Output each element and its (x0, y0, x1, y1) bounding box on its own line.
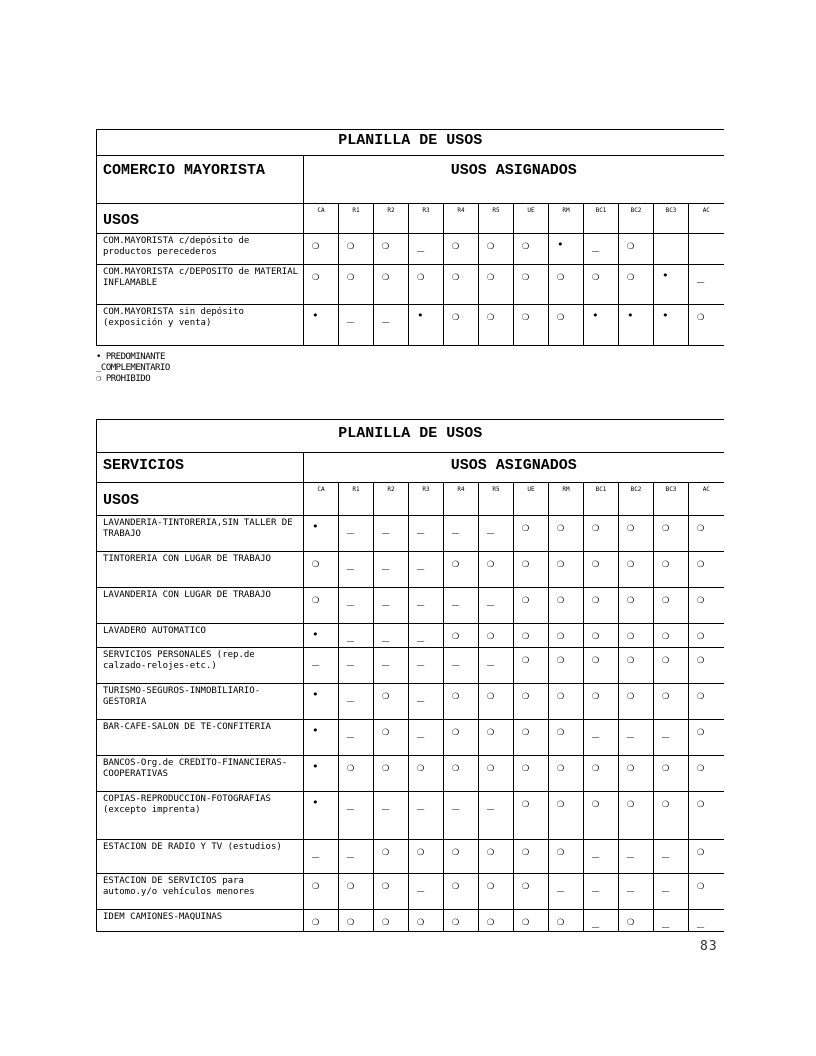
prohibited-circle-icon: ❍ (444, 910, 479, 932)
prohibited-circle-icon: ❍ (444, 265, 479, 305)
prohibited-circle-icon: ❍ (619, 910, 654, 932)
prohibited-circle-icon: ❍ (584, 648, 619, 684)
prohibited-circle-icon: ❍ (584, 265, 619, 305)
column-code-BC1: BC1 (584, 204, 619, 234)
column-code-R1: R1 (339, 204, 374, 234)
predominant-dot-icon: • (654, 305, 689, 346)
prohibited-circle-icon: ❍ (444, 234, 479, 265)
prohibited-circle-icon: ❍ (514, 234, 549, 265)
prohibited-circle-icon: ❍ (689, 684, 724, 720)
use-label: COPIAS-REPRODUCCION-FOTOGRAFIAS (excepto imprenta) (97, 792, 304, 840)
complementary-dash-icon: _ (654, 874, 689, 910)
prohibited-circle-icon: ❍ (584, 588, 619, 624)
prohibited-circle-icon: ❍ (584, 792, 619, 840)
complementary-dash-icon: _ (584, 874, 619, 910)
prohibited-circle-icon: ❍ (689, 648, 724, 684)
complementary-dash-icon: _ (304, 840, 339, 874)
legend-item-complementario (96, 363, 170, 374)
prohibited-circle-icon: ❍ (654, 624, 689, 648)
prohibited-circle-icon: ❍ (444, 840, 479, 874)
column-code-R2: R2 (374, 483, 409, 516)
prohibited-circle-icon: ❍ (689, 840, 724, 874)
prohibited-circle-icon: ❍ (584, 552, 619, 588)
prohibited-circle-icon: ❍ (479, 720, 514, 756)
column-code-BC1: BC1 (584, 483, 619, 516)
complementary-dash-icon: _ (444, 588, 479, 624)
complementary-dash-icon: _ (479, 588, 514, 624)
prohibited-circle-icon: ❍ (374, 840, 409, 874)
prohibited-circle-icon: ❍ (514, 792, 549, 840)
prohibited-circle-icon: ❍ (479, 840, 514, 874)
table-row (97, 552, 724, 588)
complementary-dash-icon: _ (689, 910, 724, 932)
prohibited-circle-icon: ❍ (619, 792, 654, 840)
prohibited-circle-icon: ❍ (304, 874, 339, 910)
prohibited-circle-icon: ❍ (479, 756, 514, 792)
use-label: COM.MAYORISTA c/DEPOSITO de MATERIAL INFLAMABLE (97, 265, 304, 305)
use-label: TURISMO-SEGUROS-INMOBILIARIO-GESTORIA (97, 684, 304, 720)
column-code-R4: R4 (444, 483, 479, 516)
column-code-R3: R3 (409, 204, 444, 234)
complementary-dash-icon: _ (339, 720, 374, 756)
complementary-dash-icon: _ (479, 516, 514, 552)
prohibited-circle-icon: ❍ (619, 516, 654, 552)
prohibited-circle-icon: ❍ (514, 305, 549, 346)
prohibited-circle-icon: ❍ (374, 684, 409, 720)
complementary-dash-icon: _ (409, 234, 444, 265)
prohibited-circle-icon: ❍ (689, 552, 724, 588)
prohibited-circle-icon: ❍ (339, 756, 374, 792)
prohibited-circle-icon: ❍ (479, 624, 514, 648)
complementary-dash-icon: _ (339, 792, 374, 840)
complementary-dash-icon: _ (374, 552, 409, 588)
complementary-dash-icon: _ (584, 234, 619, 265)
prohibited-circle-icon: ❍ (654, 792, 689, 840)
complementary-dash-icon: _ (444, 648, 479, 684)
table-row (97, 624, 724, 648)
use-label: ESTACION DE RADIO Y TV (estudios) (97, 840, 304, 874)
prohibited-circle-icon: ❍ (549, 720, 584, 756)
legend-item-predominante (96, 352, 170, 363)
legend-label: PROHIBIDO (105, 374, 151, 384)
prohibited-circle-icon: ❍ (444, 756, 479, 792)
table-row (97, 910, 724, 932)
complementary-dash-icon: _ (479, 648, 514, 684)
column-code-CA: CA (304, 204, 339, 234)
predominant-dot-icon: • (409, 305, 444, 346)
prohibited-circle-icon: ❍ (339, 874, 374, 910)
column-code-R4: R4 (444, 204, 479, 234)
prohibited-circle-icon: ❍ (654, 648, 689, 684)
use-label: TINTORERIA CON LUGAR DE TRABAJO (97, 552, 304, 588)
prohibited-circle-icon: ❍ (444, 720, 479, 756)
prohibited-circle-icon: ❍ (374, 874, 409, 910)
empty-cell (689, 234, 724, 265)
prohibited-circle-icon: ❍ (514, 720, 549, 756)
legend-item-prohibido (96, 374, 170, 385)
complementary-dash-icon: _ (339, 648, 374, 684)
complementary-dash-icon: _ (374, 305, 409, 346)
prohibited-circle-icon: ❍ (374, 910, 409, 932)
table-row (97, 874, 724, 910)
prohibited-circle-icon: ❍ (479, 234, 514, 265)
complementary-dash-icon: _ (339, 305, 374, 346)
prohibited-circle-icon: ❍ (689, 305, 724, 346)
complementary-dash-icon: _ (339, 588, 374, 624)
category-heading: SERVICIOS (97, 453, 304, 483)
complementary-dash-icon: _ (339, 552, 374, 588)
use-label: LAVANDERIA-TINTORERIA,SIN TALLER DE TRABAJO (97, 516, 304, 552)
complementary-dash-icon: _ (444, 516, 479, 552)
column-code-BC2: BC2 (619, 204, 654, 234)
table-row (97, 234, 724, 265)
prohibited-circle-icon: ❍ (549, 552, 584, 588)
complementary-dash-icon: _ (619, 720, 654, 756)
table-row (97, 756, 724, 792)
column-code-AC: AC (689, 204, 724, 234)
use-label: COM.MAYORISTA c/depósito de productos perecederos (97, 234, 304, 265)
empty-cell (654, 234, 689, 265)
predominant-dot-icon: • (549, 234, 584, 265)
prohibited-circle-icon: ❍ (304, 265, 339, 305)
column-code-BC2: BC2 (619, 483, 654, 516)
prohibited-circle-icon: ❍ (339, 265, 374, 305)
prohibited-circle-icon: ❍ (619, 265, 654, 305)
prohibited-circle-icon: ❍ (549, 516, 584, 552)
predominant-dot-icon: • (304, 684, 339, 720)
prohibited-circle-icon: ❍ (549, 624, 584, 648)
prohibited-circle-icon: ❍ (654, 588, 689, 624)
prohibited-circle-icon: ❍ (549, 840, 584, 874)
prohibited-circle-icon: ❍ (584, 624, 619, 648)
prohibited-circle-icon: ❍ (479, 265, 514, 305)
column-code-RM: RM (549, 483, 584, 516)
prohibited-circle-icon: ❍ (549, 265, 584, 305)
usos-asignados-heading: USOS ASIGNADOS (304, 453, 724, 483)
prohibited-circle-icon: ❍ (654, 684, 689, 720)
prohibited-circle-icon: ❍ (654, 756, 689, 792)
table-title: PLANILLA DE USOS (97, 130, 724, 156)
prohibited-circle-icon: ❍ (444, 874, 479, 910)
usos-heading: USOS (97, 483, 304, 516)
complementary-dash-icon: _ (409, 648, 444, 684)
prohibited-circle-icon: ❍ (619, 624, 654, 648)
prohibited-circle-icon: ❍ (619, 552, 654, 588)
column-code-UE: UE (514, 483, 549, 516)
predominant-dot-icon: • (304, 792, 339, 840)
column-code-RM: RM (549, 204, 584, 234)
complementary-dash-icon: _ (374, 516, 409, 552)
complementary-dash-icon: _ (619, 840, 654, 874)
column-code-CA: CA (304, 483, 339, 516)
prohibited-circle-icon: ❍ (619, 234, 654, 265)
prohibited-circle-icon: ❍ (479, 305, 514, 346)
complementary-dash-icon: _ (409, 552, 444, 588)
prohibited-circle-icon: ❍ (654, 552, 689, 588)
prohibited-circle-icon: ❍ (514, 516, 549, 552)
prohibited-circle-icon: ❍ (619, 684, 654, 720)
prohibited-circle-icon: ❍ (689, 516, 724, 552)
prohibited-circle-icon: ❍ (374, 756, 409, 792)
complementary-dash-icon: _ (339, 624, 374, 648)
prohibited-circle-icon: ❍ (479, 910, 514, 932)
table-row (97, 792, 724, 840)
complementary-dash-icon: _ (374, 624, 409, 648)
prohibited-circle-icon: ❍ (479, 874, 514, 910)
prohibited-circle-icon: ❍ (96, 374, 101, 384)
prohibited-circle-icon: ❍ (514, 552, 549, 588)
prohibited-circle-icon: ❍ (654, 516, 689, 552)
complementary-dash-icon: _ (339, 684, 374, 720)
predominant-dot-icon: • (304, 624, 339, 648)
complementary-dash-icon: _ (409, 684, 444, 720)
prohibited-circle-icon: ❍ (374, 265, 409, 305)
complementary-dash-icon: _ (409, 792, 444, 840)
prohibited-circle-icon: ❍ (549, 588, 584, 624)
legend-label: COMPLEMENTARIO (100, 363, 170, 373)
table-body (97, 234, 724, 346)
complementary-dash-icon: _ (654, 910, 689, 932)
prohibited-circle-icon: ❍ (514, 910, 549, 932)
complementary-dash-icon: _ (374, 792, 409, 840)
use-label: LAVADERO AUTOMATICO (97, 624, 304, 648)
prohibited-circle-icon: ❍ (584, 516, 619, 552)
prohibited-circle-icon: ❍ (549, 910, 584, 932)
page-number: 83 (700, 939, 718, 954)
table-row (97, 648, 724, 684)
table-body (97, 516, 724, 932)
table-row (97, 305, 724, 346)
complementary-dash-icon: _ (409, 874, 444, 910)
prohibited-circle-icon: ❍ (444, 684, 479, 720)
legend (96, 352, 170, 385)
predominant-dot-icon: • (654, 265, 689, 305)
complementary-dash-icon: _ (409, 588, 444, 624)
complementary-dash-icon: _ (584, 910, 619, 932)
prohibited-circle-icon: ❍ (409, 756, 444, 792)
prohibited-circle-icon: ❍ (514, 756, 549, 792)
predominant-dot-icon: • (619, 305, 654, 346)
prohibited-circle-icon: ❍ (304, 588, 339, 624)
complementary-dash-icon: _ (304, 648, 339, 684)
complementary-dash-icon: _ (409, 624, 444, 648)
column-code-BC3: BC3 (654, 483, 689, 516)
table-row (97, 684, 724, 720)
use-label: ESTACION DE SERVICIOS para automo.y/o vehículos menores (97, 874, 304, 910)
prohibited-circle-icon: ❍ (514, 874, 549, 910)
prohibited-circle-icon: ❍ (689, 624, 724, 648)
legend-label: PREDOMINANTE (105, 352, 165, 362)
prohibited-circle-icon: ❍ (549, 648, 584, 684)
prohibited-circle-icon: ❍ (374, 234, 409, 265)
prohibited-circle-icon: ❍ (689, 720, 724, 756)
complementary-dash-icon: _ (479, 792, 514, 840)
prohibited-circle-icon: ❍ (619, 756, 654, 792)
table-row (97, 588, 724, 624)
prohibited-circle-icon: ❍ (619, 648, 654, 684)
prohibited-circle-icon: ❍ (584, 756, 619, 792)
table-row (97, 265, 724, 305)
complementary-dash-icon: _ (96, 363, 101, 373)
prohibited-circle-icon: ❍ (444, 624, 479, 648)
complementary-dash-icon: _ (689, 265, 724, 305)
prohibited-circle-icon: ❍ (304, 910, 339, 932)
table-row (97, 720, 724, 756)
prohibited-circle-icon: ❍ (374, 720, 409, 756)
complementary-dash-icon: _ (409, 720, 444, 756)
column-code-R5: R5 (479, 204, 514, 234)
complementary-dash-icon: _ (409, 516, 444, 552)
prohibited-circle-icon: ❍ (514, 840, 549, 874)
prohibited-circle-icon: ❍ (304, 552, 339, 588)
prohibited-circle-icon: ❍ (549, 305, 584, 346)
prohibited-circle-icon: ❍ (689, 588, 724, 624)
prohibited-circle-icon: ❍ (619, 588, 654, 624)
complementary-dash-icon: _ (339, 840, 374, 874)
column-code-R3: R3 (409, 483, 444, 516)
comercio-mayorista-table (96, 129, 724, 346)
prohibited-circle-icon: ❍ (689, 756, 724, 792)
prohibited-circle-icon: ❍ (689, 874, 724, 910)
predominant-dot-icon: • (304, 516, 339, 552)
use-label: LAVANDERIA CON LUGAR DE TRABAJO (97, 588, 304, 624)
prohibited-circle-icon: ❍ (514, 265, 549, 305)
prohibited-circle-icon: ❍ (304, 234, 339, 265)
prohibited-circle-icon: ❍ (514, 588, 549, 624)
use-label: BAR-CAFE-SALON DE TE-CONFITERIA (97, 720, 304, 756)
use-label: SERVICIOS PERSONALES (rep.de calzado-relojes-etc.) (97, 648, 304, 684)
complementary-dash-icon: _ (339, 516, 374, 552)
column-code-R1: R1 (339, 483, 374, 516)
prohibited-circle-icon: ❍ (479, 684, 514, 720)
predominant-dot-icon: • (304, 756, 339, 792)
complementary-dash-icon: _ (584, 840, 619, 874)
use-label: BANCOS-Org.de CREDITO-FINANCIERAS-COOPERATIVAS (97, 756, 304, 792)
complementary-dash-icon: _ (619, 874, 654, 910)
use-label: IDEM CAMIONES-MAQUINAS (97, 910, 304, 932)
prohibited-circle-icon: ❍ (549, 684, 584, 720)
prohibited-circle-icon: ❍ (514, 624, 549, 648)
table-row (97, 840, 724, 874)
column-code-R2: R2 (374, 204, 409, 234)
prohibited-circle-icon: ❍ (409, 840, 444, 874)
predominant-dot-icon: • (304, 305, 339, 346)
prohibited-circle-icon: ❍ (514, 684, 549, 720)
prohibited-circle-icon: ❍ (514, 648, 549, 684)
prohibited-circle-icon: ❍ (444, 305, 479, 346)
predominant-dot-icon: • (584, 305, 619, 346)
prohibited-circle-icon: ❍ (549, 792, 584, 840)
use-label: COM.MAYORISTA sin depósito (exposición y venta) (97, 305, 304, 346)
prohibited-circle-icon: ❍ (584, 684, 619, 720)
prohibited-circle-icon: ❍ (409, 265, 444, 305)
complementary-dash-icon: _ (654, 840, 689, 874)
predominant-dot-icon: • (304, 720, 339, 756)
prohibited-circle-icon: ❍ (689, 792, 724, 840)
column-code-BC3: BC3 (654, 204, 689, 234)
usos-heading: USOS (97, 204, 304, 234)
usos-asignados-heading: USOS ASIGNADOS (304, 156, 724, 204)
complementary-dash-icon: _ (584, 720, 619, 756)
column-code-AC: AC (689, 483, 724, 516)
servicios-table (96, 419, 724, 932)
prohibited-circle-icon: ❍ (339, 234, 374, 265)
predominant-dot-icon: • (96, 352, 101, 362)
category-heading: COMERCIO MAYORISTA (97, 156, 304, 204)
prohibited-circle-icon: ❍ (479, 552, 514, 588)
complementary-dash-icon: _ (374, 648, 409, 684)
prohibited-circle-icon: ❍ (549, 756, 584, 792)
column-code-UE: UE (514, 204, 549, 234)
complementary-dash-icon: _ (654, 720, 689, 756)
prohibited-circle-icon: ❍ (339, 910, 374, 932)
prohibited-circle-icon: ❍ (444, 552, 479, 588)
column-code-R5: R5 (479, 483, 514, 516)
complementary-dash-icon: _ (549, 874, 584, 910)
prohibited-circle-icon: ❍ (409, 910, 444, 932)
table-title: PLANILLA DE USOS (97, 420, 724, 453)
complementary-dash-icon: _ (444, 792, 479, 840)
complementary-dash-icon: _ (374, 588, 409, 624)
table-row (97, 516, 724, 552)
